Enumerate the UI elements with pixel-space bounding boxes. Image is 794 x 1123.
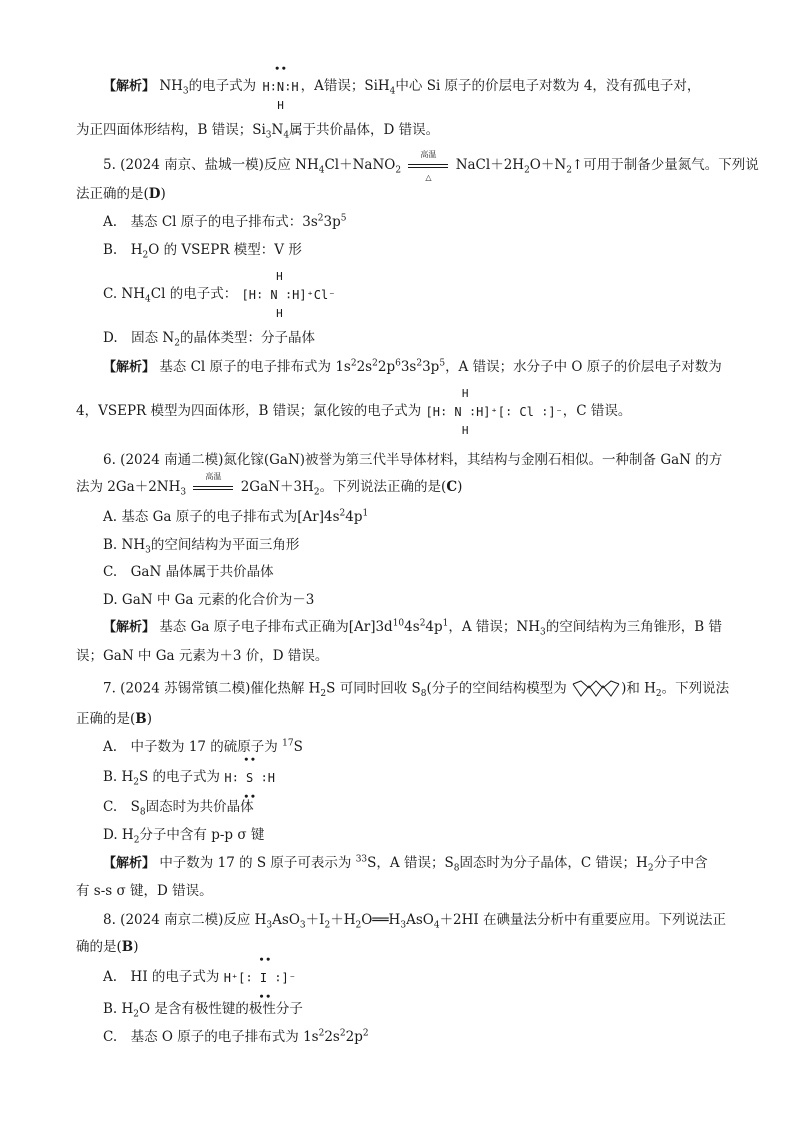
- text-run: △: [425, 172, 432, 182]
- text-run: [408, 167, 448, 168]
- text-run: D. GaN 中 Ga 元素的化合价为－3: [103, 592, 315, 608]
- text-run: NH: [159, 78, 183, 94]
- text-run: B. H: [103, 1001, 134, 1017]
- text-run: 基态 Ga 原子电子排布式正确为[Ar]3d: [159, 619, 393, 635]
- subscript: 3: [180, 487, 187, 498]
- question-7-stem: [103, 678, 749, 700]
- text-run: A. 中子数为 17 的硫原子为: [103, 739, 278, 755]
- superscript: 2: [362, 1028, 369, 1039]
- nh3-lewis-structure: [262, 61, 299, 112]
- text-run: H: [461, 423, 469, 437]
- superscript: 1: [442, 618, 449, 629]
- superscript: 2: [339, 1028, 346, 1039]
- text-run: H∶ S ∶H: [224, 770, 275, 785]
- text-run: ∙∙: [258, 952, 272, 966]
- text-run: 。下列说法: [661, 680, 730, 697]
- subscript: 4: [283, 130, 290, 141]
- text-run: (分子的空间结构模型为: [426, 680, 567, 697]
- superscript: 2: [317, 213, 324, 224]
- subscript: 4: [433, 920, 440, 931]
- text-run: B. H: [103, 242, 143, 258]
- option-c: [103, 1027, 749, 1047]
- subscript: 3: [266, 920, 273, 931]
- subscript: 3: [400, 920, 407, 931]
- text-run: O 是含有极性键的极性分子: [139, 1001, 303, 1017]
- text-run: 4p: [345, 509, 363, 525]
- option-a: [103, 737, 749, 757]
- question-8-stem: [103, 910, 749, 930]
- text-run: H: [276, 269, 283, 283]
- text-run: O══H: [361, 912, 401, 928]
- explanation-line: [76, 120, 722, 140]
- subscript: 8: [420, 689, 427, 700]
- subscript: 4: [145, 294, 151, 305]
- text-run: 分子中含有 p-p σ 键: [139, 827, 265, 843]
- text-run: ，A 错误；水分子中 O 原子的价层电子对数为: [445, 359, 722, 375]
- nh4cl-lewis-structure: [241, 269, 336, 320]
- text-run: ，C 错误。: [562, 403, 632, 419]
- option-b: [103, 240, 749, 260]
- question-5-stem: [103, 149, 759, 182]
- text-run: ，A错误；SiH: [300, 78, 390, 94]
- subscript: 3: [182, 86, 189, 97]
- text-run: 7. (2024 苏锡常镇二模)催化热解 H: [103, 680, 321, 697]
- text-run: [193, 489, 233, 490]
- text-run: 固态时为分子晶体，C 错误；H: [459, 855, 648, 871]
- text-run: 法为 2Ga＋2NH: [76, 479, 181, 495]
- subscript: 2: [647, 863, 654, 874]
- text-run: 中子数为 17 的 S 原子可表示为: [159, 855, 352, 871]
- superscript: 2: [372, 358, 378, 369]
- superscript: 2: [339, 508, 346, 519]
- text-run: H⁺[∶ I ∶]⁻: [223, 970, 296, 985]
- text-run: 的晶体类型：分子晶体: [179, 330, 315, 346]
- subscript: 3: [299, 920, 306, 931]
- text-run: 的空间结构为平面三角形: [150, 537, 300, 553]
- subscript: 2: [355, 920, 362, 931]
- text-run: ): [146, 711, 152, 727]
- subscript: 2: [395, 165, 402, 176]
- subscript: 8: [453, 863, 460, 874]
- text-run: 有 s-s σ 键，D 错误。: [76, 883, 213, 899]
- subscript: 4: [318, 165, 325, 176]
- text-run: S 的电子式为: [139, 769, 221, 785]
- text-run: ∶H: [284, 79, 299, 94]
- text-run: NaCl＋2H: [455, 157, 525, 173]
- subscript: 2: [566, 165, 572, 176]
- text-run: [408, 164, 448, 165]
- explanation-line: [76, 386, 722, 437]
- text-run: ＋2HI 在碘量法分析中有重要应用。下列说法正: [439, 912, 727, 928]
- reaction-condition-arrow: [193, 471, 233, 495]
- superscript: 10: [392, 618, 405, 629]
- text-run: S，A 错误；S: [367, 855, 454, 871]
- text-run: 正确的是(: [76, 711, 136, 727]
- superscript: 1: [362, 508, 369, 519]
- option-d: [103, 825, 749, 845]
- text-run: ↑可用于制备少量氮气。下列说: [571, 157, 759, 173]
- explanation-tag: 【解析】: [103, 79, 156, 94]
- question-7-stem: [76, 709, 722, 729]
- text-run: 中心 Si 原子的价层电子对数为 4，没有孤电子对，: [395, 78, 701, 94]
- option-d: [103, 590, 749, 610]
- subscript: 2: [133, 1009, 140, 1020]
- text-run: C. NH: [103, 286, 146, 302]
- superscript: 2: [318, 1028, 325, 1039]
- text-run: H: [277, 98, 284, 112]
- text-run: B. H: [103, 769, 134, 785]
- text-run: 5. (2024 南京、盐城一模)反应 NH: [103, 157, 319, 173]
- text-run: C. GaN 晶体属于共价晶体: [103, 564, 274, 580]
- answer-letter: D: [148, 186, 161, 202]
- text-run: 固态时为共价晶体: [145, 799, 254, 815]
- explanation-line: 【解析】 基态 Cl 原子的电子排布式为 $1s^22s^22p^63s^23p^5$，A 错误；水分子中 O 原子的价层电子对数为: [103, 358, 722, 375]
- explanation-line: [76, 881, 722, 901]
- hi-lewis-structure: [223, 952, 296, 1003]
- text-run: O 的 VSEPR 模型：V 形: [148, 242, 302, 258]
- explanation-tag: 【解析】: [103, 360, 156, 375]
- text-run: A. 基态 Cl 原子的电子排布式：3s: [103, 214, 318, 230]
- superscript: 6: [395, 358, 401, 369]
- option-c: [103, 797, 749, 817]
- answer-letter: B: [121, 939, 134, 955]
- text-run: [H∶ N ∶H]⁺Cl⁻: [241, 287, 336, 302]
- text-run: 误；GaN 中 Ga 元素为＋3 价，D 错误。: [76, 648, 329, 664]
- option-a: [103, 952, 749, 1003]
- explanation-line: 【解析】 基态 Ga 原子电子排布式正确为$[Ar]3d^{10}4s^24p^1$，A 错误；$NH_3$的空间结构为三角锥形，B 错: [103, 618, 722, 638]
- text-run: 的空间结构为三角锥形，B 错: [545, 619, 722, 635]
- text-run: 4，VSEPR 模型为四面体形，B 错误；氯化铵的电子式为: [76, 403, 422, 419]
- text-run: 高温: [205, 471, 222, 481]
- text-run: ): [457, 479, 463, 495]
- text-run: 分子中含: [653, 855, 708, 871]
- text-run: B. NH: [103, 537, 146, 553]
- text-run: Cl 的电子式：: [150, 286, 238, 302]
- text-run: A. HI 的电子式为: [103, 969, 220, 985]
- superscript: 17: [282, 738, 294, 749]
- text-run: H∶: [262, 79, 277, 94]
- subscript: 8: [139, 807, 146, 818]
- text-run: 属于共价晶体，D 错误。: [289, 122, 440, 138]
- text-run: 法正确的是(: [76, 186, 149, 202]
- text-run: 。下列说法正确的是(: [319, 479, 447, 495]
- answer-letter: C: [446, 479, 458, 495]
- text-run: ∙∙: [258, 989, 272, 1003]
- superscript: 2: [416, 358, 423, 369]
- text-run: C. S: [103, 799, 140, 815]
- text-run: AsO: [406, 912, 434, 928]
- superscript: 5: [340, 213, 347, 224]
- option-d: [103, 328, 749, 348]
- subscript: 2: [524, 165, 530, 176]
- option-b: [103, 535, 749, 555]
- subscript: 3: [145, 545, 151, 556]
- explanation-tag: 【解析】: [103, 856, 156, 871]
- text-run: ): [133, 939, 139, 955]
- text-run: 3p: [323, 214, 341, 230]
- text-run: 6. (2024 南通二模)氮化镓(GaN)被誉为第三代半导体材料，其结构与金刚石相似。一种制备 GaN 的方: [103, 452, 723, 468]
- text-run: ∙∙: [243, 752, 257, 766]
- text-run: C. 基态 O 原子的电子排布式为 1s: [103, 1029, 319, 1045]
- subscript: 2: [320, 689, 327, 700]
- subscript: 2: [142, 250, 149, 261]
- subscript: 3: [540, 627, 546, 638]
- question-6-stem: [76, 471, 722, 498]
- text-run: )和 H: [621, 680, 656, 697]
- explanation-line: [103, 61, 749, 112]
- option-a: [103, 212, 749, 232]
- text-run: [H∶ N ∶H]⁺[∶ Cl ∶]⁻: [425, 404, 563, 419]
- text-run: AsO: [272, 912, 300, 928]
- text-run: H: [461, 386, 469, 400]
- nh4cl-full-lewis-structure: [425, 386, 563, 437]
- subscript: 2: [655, 689, 662, 700]
- s8-ring-model-icon: [571, 678, 621, 700]
- superscript: 33: [355, 854, 368, 865]
- text-run: ∙∙: [243, 789, 257, 803]
- text-run: D. 固态 N: [103, 330, 175, 346]
- text-run: A. 基态 Ga 原子的电子排布式为[Ar]4s: [103, 509, 340, 525]
- text-run: 高温: [420, 149, 437, 159]
- question-5-stem: [76, 184, 722, 204]
- text-run: ＋H: [330, 912, 356, 928]
- option-c: [103, 269, 749, 320]
- option-a: [103, 507, 749, 527]
- answer-letter: B: [135, 711, 147, 727]
- text-run: 确的是(: [76, 939, 122, 955]
- text-run: H: [276, 306, 283, 320]
- text-run: D. H: [103, 827, 134, 843]
- text-run: ): [160, 186, 166, 202]
- text-run: 2p: [345, 1029, 363, 1045]
- explanation-line: [76, 646, 722, 666]
- text-run: 为正四面体形结构，B 错误；Si: [76, 122, 266, 138]
- text-run: S 可同时回收 S: [326, 680, 421, 697]
- text-run: ，A 错误；NH: [448, 619, 541, 635]
- text-run: 的电子式为: [188, 78, 257, 94]
- text-run: 基态 Cl 原子的电子排布式为 1s: [159, 359, 351, 375]
- reaction-condition-arrow: [408, 149, 448, 182]
- question-6-stem: [103, 450, 749, 470]
- superscript: 5: [439, 358, 446, 369]
- text-run: S: [293, 739, 303, 755]
- option-b: [103, 999, 749, 1019]
- explanation-tag: 【解析】: [103, 620, 156, 635]
- subscript: 2: [313, 487, 320, 498]
- text-run: O＋N: [529, 157, 567, 173]
- text-run: ＋I: [305, 912, 325, 928]
- text-run: 2s: [324, 1029, 340, 1045]
- text-run: [193, 486, 233, 487]
- text-run: N: [276, 79, 285, 94]
- question-8-stem: [76, 937, 722, 957]
- subscript: 2: [133, 777, 140, 788]
- text-run: 8. (2024 南京二模)反应 H: [103, 912, 267, 928]
- subscript: 4: [389, 86, 396, 97]
- option-c: [103, 562, 749, 582]
- subscript: 2: [174, 338, 180, 349]
- h2s-lewis-structure: [224, 752, 275, 803]
- text-run: ∙∙: [273, 61, 288, 75]
- superscript: 2: [350, 358, 357, 369]
- subscript: 2: [133, 835, 140, 846]
- text-run: N: [271, 122, 284, 138]
- text-run: Cl＋NaNO: [324, 157, 396, 173]
- option-b: [103, 752, 749, 803]
- subscript: 3: [265, 130, 272, 141]
- subscript: 2: [324, 920, 331, 931]
- text-run: 2GaN＋3H: [240, 479, 314, 495]
- superscript: 2: [419, 618, 426, 629]
- explanation-line: [103, 853, 749, 874]
